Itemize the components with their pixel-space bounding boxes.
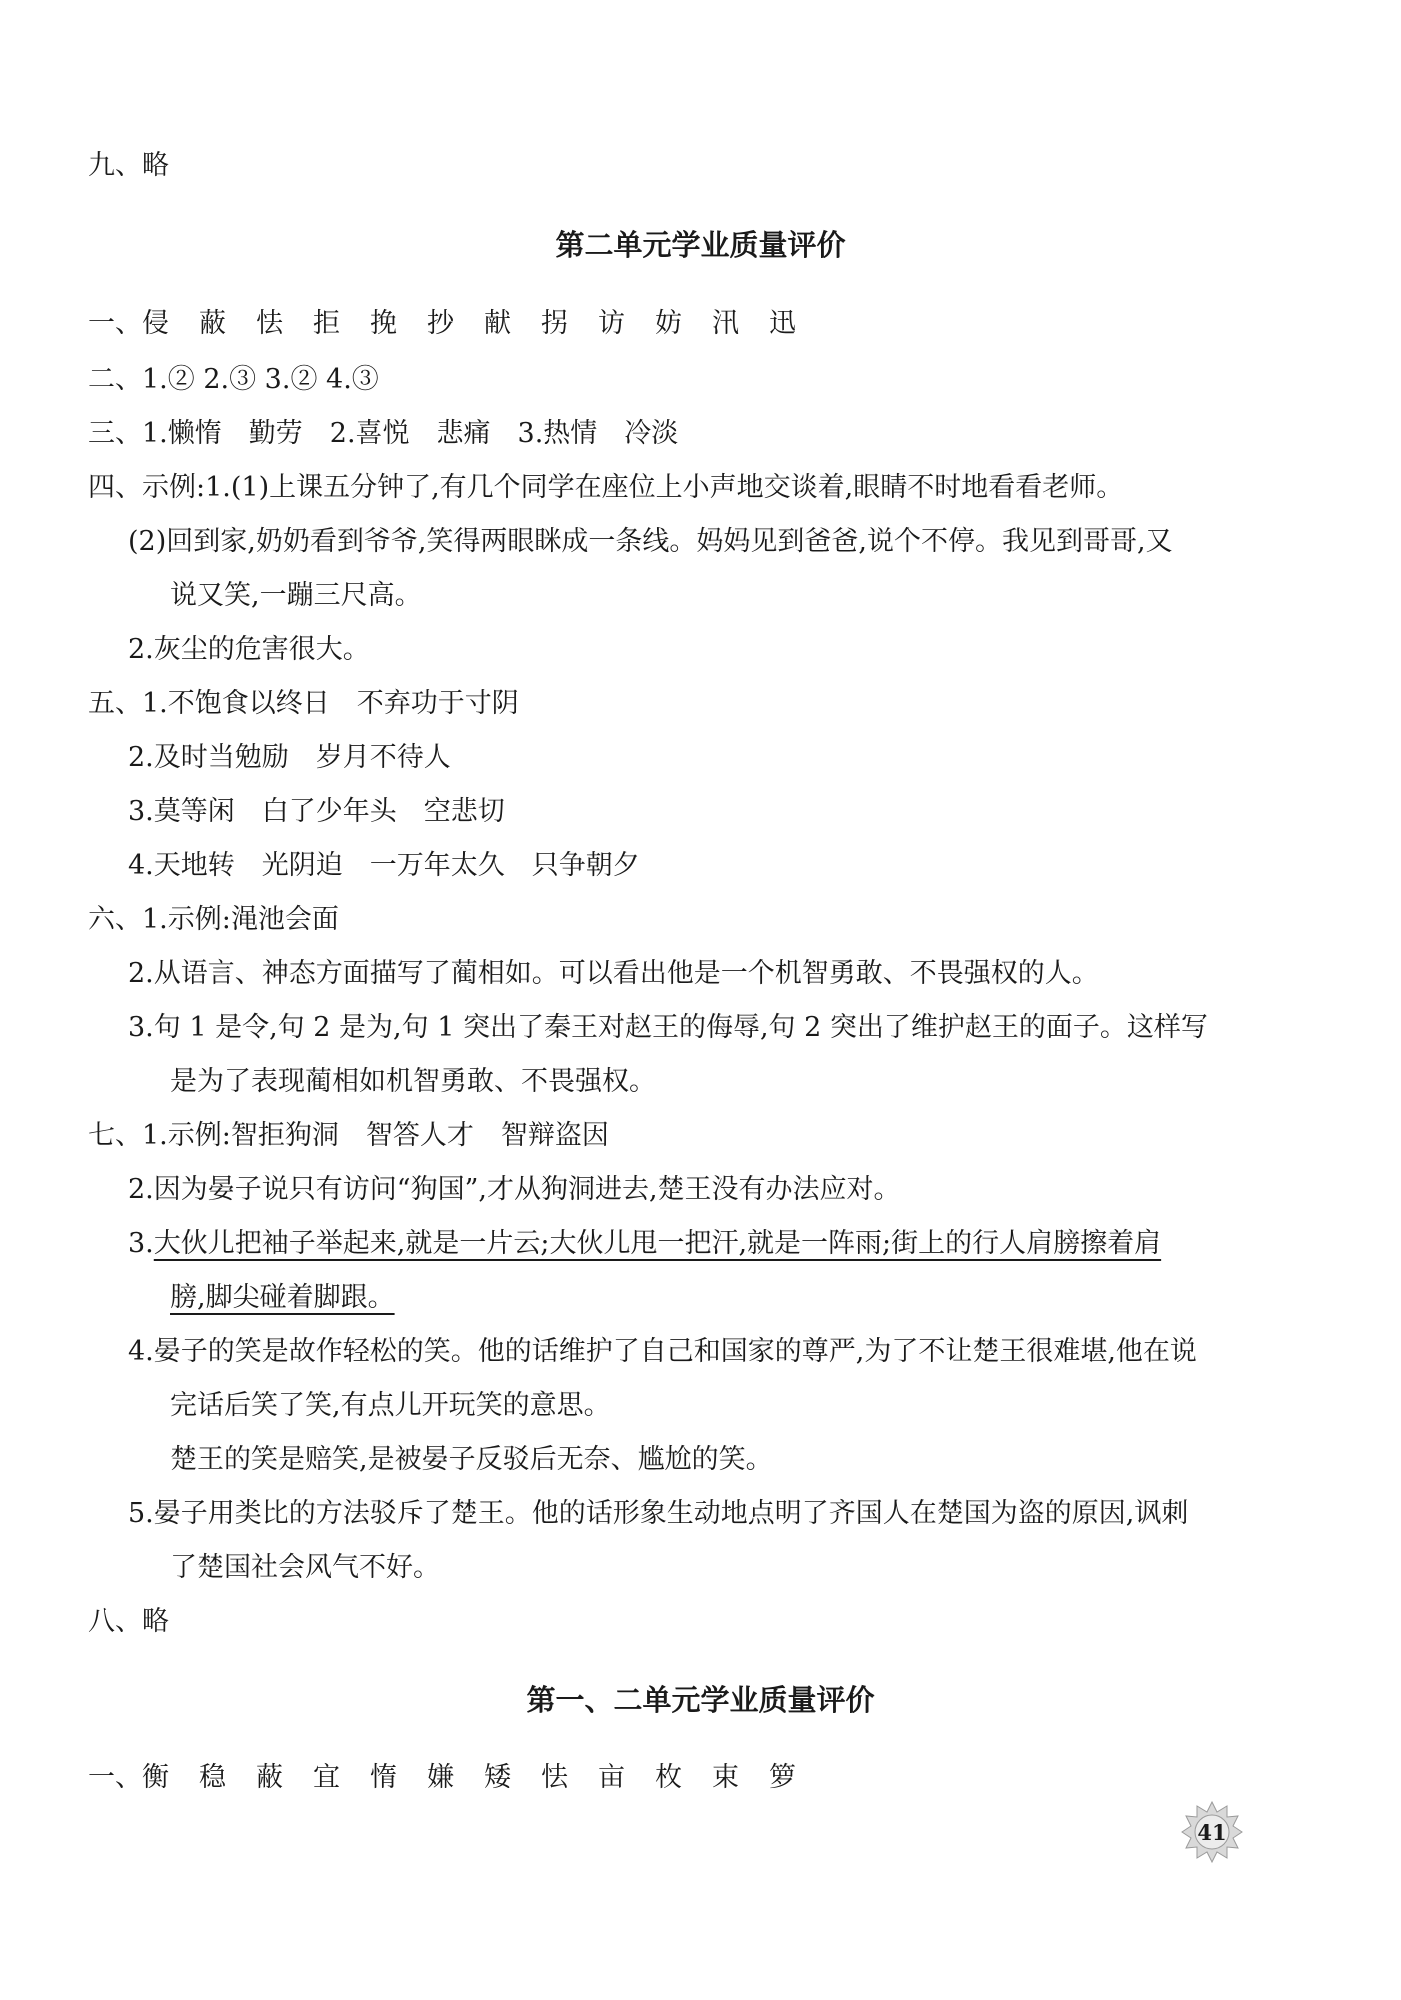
section-7-line-9: 了楚国社会风气不好。 (170, 1552, 440, 1583)
page-number: 41 (1197, 1820, 1227, 1845)
char: 衡 (142, 1762, 169, 1793)
page-number-badge (1180, 1800, 1244, 1864)
char: 怯 (256, 308, 283, 339)
section-6-line-4: 是为了表现蔺相如机智勇敢、不畏强权。 (170, 1066, 656, 1097)
char: 束 (712, 1762, 739, 1793)
unit2-title: 第二单元学业质量评价 (555, 228, 846, 262)
section-3: 三、1.懒惰 勤劳 2.喜悦 悲痛 3.热情 冷淡 (88, 418, 679, 449)
char: 亩 (598, 1762, 625, 1793)
char: 访 (598, 308, 625, 339)
char: 惰 (370, 1762, 397, 1793)
section-7-line-2: 2.因为晏子说只有访问“狗国”,才从狗洞进去,楚王没有办法应对。 (128, 1174, 901, 1205)
char: 宜 (313, 1762, 340, 1793)
unit12-section-1-lead: 一、 (88, 1762, 142, 1793)
section-1-chars (88, 306, 826, 342)
section-5-line-3: 3.莫等闲 白了少年头 空悲切 (128, 796, 505, 827)
char: 献 (484, 308, 511, 339)
section-6-line-3: 3.句 1 是令,句 2 是为,句 1 突出了秦王对赵王的侮辱,句 2 突出了维护赵王的面子。这样写 (128, 1012, 1208, 1043)
char: 矮 (484, 1762, 511, 1793)
char: 稳 (199, 1762, 226, 1793)
char: 蔽 (199, 308, 226, 339)
section-7-line-7: 楚王的笑是赔笑,是被晏子反驳后无奈、尴尬的笑。 (170, 1444, 773, 1475)
unit12-title: 第一、二单元学业质量评价 (526, 1683, 875, 1717)
section-1-lead: 一、 (88, 308, 142, 339)
char: 抄 (427, 308, 454, 339)
char: 枚 (655, 1762, 682, 1793)
section-4-line-3: 说又笑,一蹦三尺高。 (170, 580, 422, 611)
char: 迅 (769, 308, 796, 339)
char: 拒 (313, 308, 340, 339)
char: 嫌 (427, 1762, 454, 1793)
unit12-section-1-chars (88, 1760, 826, 1796)
item-number: 3. (128, 1228, 154, 1259)
section-2: 二、1.② 2.③ 3.② 4.③ (88, 364, 379, 395)
char: 挽 (370, 308, 397, 339)
section-7-line-3 (128, 1226, 1161, 1262)
char: 箩 (769, 1762, 796, 1793)
section-7-line-8: 5.晏子用类比的方法驳斥了楚王。他的话形象生动地点明了齐国人在楚国为盗的原因,讽刺 (128, 1498, 1189, 1529)
section-6-line-1: 六、1.示例:渑池会面 (88, 904, 339, 935)
section-7-line-1: 七、1.示例:智拒狗洞 智答人才 智辩盗因 (88, 1120, 609, 1151)
section-7-line-6: 完话后笑了笑,有点儿开玩笑的意思。 (170, 1390, 611, 1421)
char: 妨 (655, 308, 682, 339)
char: 蔽 (256, 1762, 283, 1793)
char: 汛 (712, 308, 739, 339)
char: 怯 (541, 1762, 568, 1793)
section-5-line-2: 2.及时当勉励 岁月不待人 (128, 742, 451, 773)
section-7-line-4: 膀,脚尖碰着脚跟。 (170, 1282, 395, 1313)
section-4-line-2: (2)回到家,奶奶看到爷爷,笑得两眼眯成一条线。妈妈见到爸爸,说个不停。我见到哥哥,又 (128, 526, 1173, 557)
section-4-line-1: 四、示例:1.(1)上课五分钟了,有几个同学在座位上小声地交谈着,眼睛不时地看看老师。 (88, 472, 1124, 503)
section-4-line-4: 2.灰尘的危害很大。 (128, 634, 370, 665)
section-5-line-1: 五、1.不饱食以终日 不弃功于寸阴 (88, 688, 519, 719)
char: 拐 (541, 308, 568, 339)
section-8: 八、略 (88, 1606, 169, 1637)
section-7-line-5: 4.晏子的笑是故作轻松的笑。他的话维护了自己和国家的尊严,为了不让楚王很难堪,他在说 (128, 1336, 1197, 1367)
section-5-line-4: 4.天地转 光阴迫 一万年太久 只争朝夕 (128, 850, 640, 881)
underlined-answer: 大伙儿把袖子举起来,就是一片云;大伙儿甩一把汗,就是一阵雨;街上的行人肩膀擦着肩 (153, 1228, 1162, 1259)
section-6-line-2: 2.从语言、神态方面描写了蔺相如。可以看出他是一个机智勇敢、不畏强权的人。 (128, 958, 1099, 989)
section-9: 九、略 (88, 150, 169, 181)
char: 侵 (142, 308, 169, 339)
